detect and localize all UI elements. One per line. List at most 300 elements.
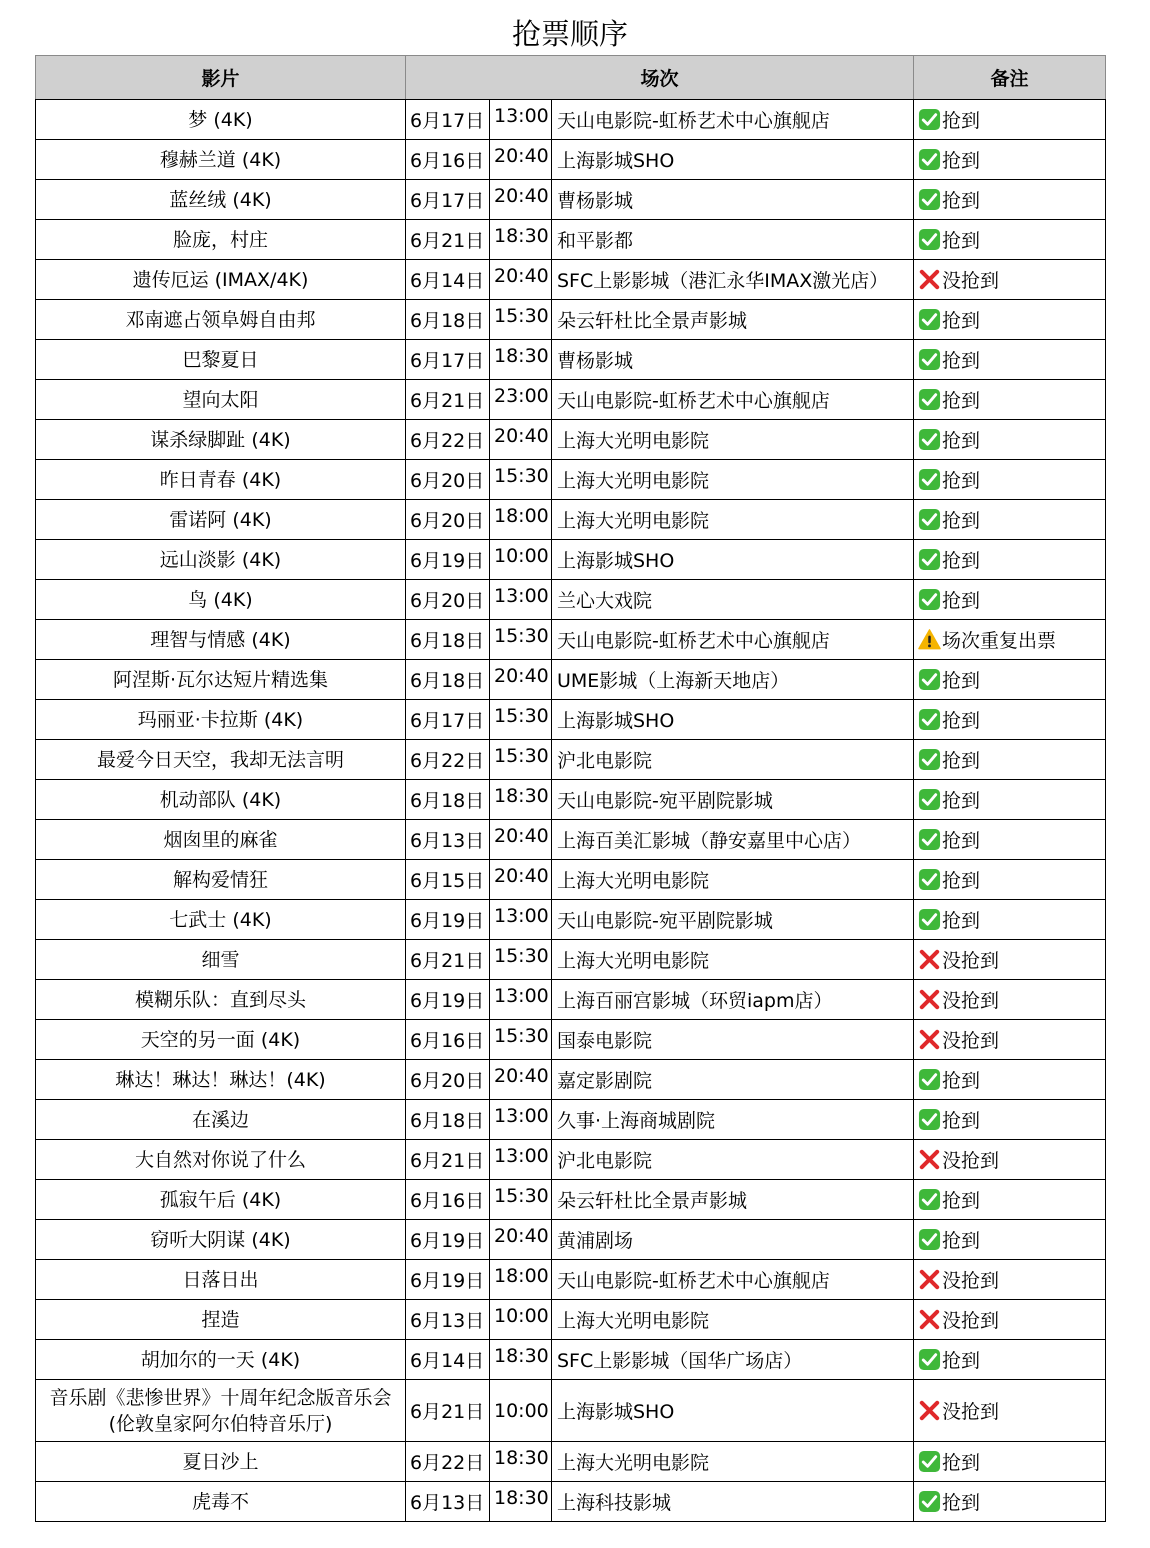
cinema-cell: 上海影城SHO [552, 140, 914, 180]
film-title: 解构爱情狂 [172, 868, 268, 891]
check-mark-icon [918, 788, 941, 811]
table-row [36, 900, 1106, 940]
page-title: 抢票顺序 [511, 17, 628, 51]
check-mark-icon [918, 868, 941, 891]
film-title: 天空的另一面 (4K) [140, 1028, 301, 1051]
time-cell: 20:40 [490, 180, 552, 220]
note-text: 抢到 [942, 910, 981, 932]
date-cell: 6月20日 [406, 460, 490, 500]
cinema-cell: 天山电影院-虹桥艺术中心旗舰店 [552, 100, 914, 140]
note-text: 没抢到 [942, 1150, 1000, 1172]
check-mark-icon [918, 348, 941, 371]
film-title: 琳达！琳达！琳达！(4K) [115, 1068, 326, 1091]
date-cell: 6月13日 [406, 1482, 490, 1522]
film-cell [36, 1482, 406, 1522]
table-row [36, 620, 1106, 660]
date-cell: 6月19日 [406, 1220, 490, 1260]
note-cell [914, 420, 1106, 460]
time-cell: 20:40 [490, 420, 552, 460]
date-cell: 6月13日 [406, 820, 490, 860]
note-cell [914, 1060, 1106, 1100]
film-cell [36, 180, 406, 220]
table-row [36, 460, 1106, 500]
time-cell: 15:30 [490, 740, 552, 780]
film-title: 烟囱里的麻雀 [163, 828, 278, 851]
film-cell [36, 1260, 406, 1300]
time-cell: 15:30 [490, 1020, 552, 1060]
note-text: 没抢到 [942, 950, 1000, 972]
time-cell: 10:00 [490, 1300, 552, 1340]
date-cell: 6月22日 [406, 1442, 490, 1482]
film-cell [36, 780, 406, 820]
time-cell: 20:40 [490, 140, 552, 180]
table-row [36, 500, 1106, 540]
cinema-cell: 上海大光明电影院 [552, 1442, 914, 1482]
table-row [36, 420, 1106, 460]
cinema-cell: 上海影城SHO [552, 1380, 914, 1442]
date-cell: 6月18日 [406, 620, 490, 660]
time-cell: 13:00 [490, 1100, 552, 1140]
cinema-cell: 黄浦剧场 [552, 1220, 914, 1260]
note-cell [914, 1340, 1106, 1380]
table-row [36, 1100, 1106, 1140]
time-cell: 10:00 [490, 540, 552, 580]
film-title: 日落日出 [182, 1268, 259, 1291]
film-title: 望向太阳 [182, 388, 259, 411]
film-title: 昨日青春 (4K) [159, 468, 282, 491]
cross-mark-icon [918, 1308, 941, 1331]
film-cell [36, 900, 406, 940]
table-row [36, 820, 1106, 860]
table-row [36, 1482, 1106, 1522]
check-mark-icon [918, 708, 941, 731]
film-title: 理智与情感 (4K) [150, 628, 291, 651]
cross-mark-icon [918, 1148, 941, 1171]
note-cell [914, 660, 1106, 700]
film-cell [36, 1340, 406, 1380]
cinema-cell: 沪北电影院 [552, 1140, 914, 1180]
note-text: 抢到 [942, 430, 981, 452]
time-cell: 15:30 [490, 460, 552, 500]
date-cell: 6月19日 [406, 980, 490, 1020]
time-cell: 18:00 [490, 500, 552, 540]
cinema-cell: 上海大光明电影院 [552, 460, 914, 500]
column-header-note: 备注 [914, 56, 1106, 100]
check-mark-icon [918, 1108, 941, 1131]
film-cell [36, 860, 406, 900]
note-text: 没抢到 [942, 270, 1000, 292]
film-title: 脸庞，村庄 [172, 228, 268, 251]
note-text: 抢到 [942, 590, 981, 612]
time-cell: 23:00 [490, 380, 552, 420]
film-title: 阿涅斯·瓦尔达短片精选集 [112, 668, 329, 691]
date-cell: 6月14日 [406, 260, 490, 300]
ticket-table [35, 55, 1106, 1522]
cinema-cell: 上海大光明电影院 [552, 860, 914, 900]
table-row [36, 1020, 1106, 1060]
note-text: 抢到 [942, 1190, 981, 1212]
film-title: 谋杀绿脚趾 (4K) [150, 428, 291, 451]
film-title: 玛丽亚·卡拉斯 (4K) [137, 708, 304, 731]
table-row [36, 540, 1106, 580]
note-cell [914, 860, 1106, 900]
table-row [36, 1140, 1106, 1180]
film-cell [36, 1442, 406, 1482]
table-row [36, 180, 1106, 220]
date-cell: 6月21日 [406, 940, 490, 980]
date-cell: 6月14日 [406, 1340, 490, 1380]
date-cell: 6月22日 [406, 740, 490, 780]
check-mark-icon [918, 548, 941, 571]
note-cell [914, 980, 1106, 1020]
table-row [36, 1060, 1106, 1100]
note-text: 抢到 [942, 110, 981, 132]
cinema-cell: SFC上影影城（港汇永华IMAX激光店） [552, 260, 914, 300]
note-text: 抢到 [942, 190, 981, 212]
film-title: 细雪 [201, 948, 240, 971]
cinema-cell: 上海百丽宫影城（环贸iapm店） [552, 980, 914, 1020]
note-cell [914, 540, 1106, 580]
note-cell [914, 1482, 1106, 1522]
cross-mark-icon [918, 988, 941, 1011]
table-row [36, 780, 1106, 820]
date-cell: 6月21日 [406, 380, 490, 420]
cinema-cell: 天山电影院-宛平剧院影城 [552, 780, 914, 820]
check-mark-icon [918, 468, 941, 491]
film-cell [36, 260, 406, 300]
film-title-line2: (伦敦皇家阿尔伯特音乐厅) [108, 1412, 333, 1435]
date-cell: 6月15日 [406, 860, 490, 900]
film-title: 模糊乐队：直到尽头 [134, 988, 306, 1011]
film-title: 机动部队 (4K) [159, 788, 282, 811]
film-title: 远山淡影 (4K) [159, 548, 282, 571]
table-body [36, 100, 1106, 1522]
check-mark-icon [918, 828, 941, 851]
cinema-cell: 上海科技影城 [552, 1482, 914, 1522]
column-header-session: 场次 [406, 56, 914, 100]
film-title: 胡加尔的一天 (4K) [140, 1348, 301, 1371]
note-text: 抢到 [942, 470, 981, 492]
note-text: 抢到 [942, 1110, 981, 1132]
note-text: 抢到 [942, 550, 981, 572]
cinema-cell: SFC上影影城（国华广场店） [552, 1340, 914, 1380]
check-mark-icon [918, 588, 941, 611]
time-cell: 18:30 [490, 780, 552, 820]
cinema-cell: 上海百美汇影城（静安嘉里中心店） [552, 820, 914, 860]
cinema-cell: 上海影城SHO [552, 540, 914, 580]
note-cell [914, 1100, 1106, 1140]
film-cell [36, 620, 406, 660]
time-cell: 20:40 [490, 860, 552, 900]
note-cell [914, 180, 1106, 220]
note-text: 场次重复出票 [942, 630, 1057, 652]
note-cell [914, 1140, 1106, 1180]
note-text: 抢到 [942, 1230, 981, 1252]
note-cell [914, 940, 1106, 980]
check-mark-icon [918, 748, 941, 771]
table-row [36, 860, 1106, 900]
date-cell: 6月19日 [406, 1260, 490, 1300]
film-title: 鸟 (4K) [188, 588, 253, 611]
note-cell [914, 1380, 1106, 1442]
film-cell [36, 1020, 406, 1060]
check-mark-icon [918, 908, 941, 931]
cinema-cell: 天山电影院-虹桥艺术中心旗舰店 [552, 380, 914, 420]
date-cell: 6月16日 [406, 1020, 490, 1060]
cinema-cell: 朵云轩杜比全景声影城 [552, 300, 914, 340]
table-row [36, 1260, 1106, 1300]
check-mark-icon [918, 1228, 941, 1251]
note-cell [914, 700, 1106, 740]
table-row [36, 100, 1106, 140]
note-cell [914, 1260, 1106, 1300]
film-title: 穆赫兰道 (4K) [159, 148, 282, 171]
film-cell [36, 1060, 406, 1100]
note-text: 抢到 [942, 150, 981, 172]
note-text: 没抢到 [942, 1030, 1000, 1052]
time-cell: 13:00 [490, 100, 552, 140]
film-cell [36, 580, 406, 620]
check-mark-icon [918, 508, 941, 531]
table-row [36, 1220, 1106, 1260]
film-title: 巴黎夏日 [182, 348, 259, 371]
check-mark-icon [918, 668, 941, 691]
table-row [36, 260, 1106, 300]
note-text: 抢到 [942, 390, 981, 412]
time-cell: 18:30 [490, 220, 552, 260]
cinema-cell: 和平影都 [552, 220, 914, 260]
table-row [36, 700, 1106, 740]
cinema-cell: 久事·上海商城剧院 [552, 1100, 914, 1140]
time-cell: 13:00 [490, 900, 552, 940]
table-row [36, 1180, 1106, 1220]
cinema-cell: 朵云轩杜比全景声影城 [552, 1180, 914, 1220]
film-cell [36, 1220, 406, 1260]
film-cell [36, 340, 406, 380]
check-mark-icon [918, 108, 941, 131]
film-title: 七武士 (4K) [169, 908, 272, 931]
warning-icon [918, 628, 941, 651]
note-cell [914, 340, 1106, 380]
film-title: 夏日沙上 [182, 1450, 259, 1473]
time-cell: 18:00 [490, 1260, 552, 1300]
time-cell: 15:30 [490, 700, 552, 740]
cinema-cell: 天山电影院-宛平剧院影城 [552, 900, 914, 940]
note-cell [914, 780, 1106, 820]
check-mark-icon [918, 1450, 941, 1473]
date-cell: 6月18日 [406, 1100, 490, 1140]
note-cell [914, 460, 1106, 500]
cinema-cell: 嘉定影剧院 [552, 1060, 914, 1100]
note-cell [914, 580, 1106, 620]
note-cell [914, 820, 1106, 860]
table-row [36, 740, 1106, 780]
film-cell [36, 700, 406, 740]
film-cell [36, 500, 406, 540]
time-cell: 13:00 [490, 980, 552, 1020]
date-cell: 6月21日 [406, 220, 490, 260]
note-cell [914, 220, 1106, 260]
check-mark-icon [918, 188, 941, 211]
note-cell [914, 620, 1106, 660]
date-cell: 6月21日 [406, 1140, 490, 1180]
film-cell [36, 100, 406, 140]
film-cell [36, 420, 406, 460]
note-text: 没抢到 [942, 990, 1000, 1012]
note-text: 抢到 [942, 1350, 981, 1372]
film-title: 孤寂午后 (4K) [159, 1188, 282, 1211]
cross-mark-icon [918, 1399, 941, 1422]
date-cell: 6月16日 [406, 140, 490, 180]
note-cell [914, 380, 1106, 420]
note-text: 抢到 [942, 710, 981, 732]
note-cell [914, 900, 1106, 940]
note-text: 抢到 [942, 310, 981, 332]
cinema-cell: 兰心大戏院 [552, 580, 914, 620]
check-mark-icon [918, 1490, 941, 1513]
note-cell [914, 140, 1106, 180]
note-text: 抢到 [942, 1492, 981, 1514]
note-cell [914, 740, 1106, 780]
note-text: 抢到 [942, 830, 981, 852]
film-title: 梦 (4K) [188, 108, 253, 131]
film-cell [36, 1380, 406, 1442]
table-row [36, 1380, 1106, 1442]
film-cell [36, 980, 406, 1020]
film-cell [36, 1300, 406, 1340]
check-mark-icon [918, 148, 941, 171]
note-cell [914, 1220, 1106, 1260]
date-cell: 6月13日 [406, 1300, 490, 1340]
time-cell: 15:30 [490, 300, 552, 340]
cinema-cell: 天山电影院-虹桥艺术中心旗舰店 [552, 1260, 914, 1300]
note-text: 没抢到 [942, 1310, 1000, 1332]
film-title: 窃听大阴谋 (4K) [150, 1228, 291, 1251]
note-cell [914, 260, 1106, 300]
cinema-cell: 曹杨影城 [552, 340, 914, 380]
date-cell: 6月16日 [406, 1180, 490, 1220]
film-cell [36, 220, 406, 260]
note-cell [914, 1180, 1106, 1220]
time-cell: 13:00 [490, 580, 552, 620]
cinema-cell: 上海大光明电影院 [552, 1300, 914, 1340]
film-title: 最爱今日天空，我却无法言明 [96, 748, 344, 771]
table-row [36, 1300, 1106, 1340]
cinema-cell: 上海大光明电影院 [552, 940, 914, 980]
note-cell [914, 500, 1106, 540]
table-row [36, 580, 1106, 620]
cross-mark-icon [918, 1028, 941, 1051]
cinema-cell: 上海大光明电影院 [552, 420, 914, 460]
note-text: 没抢到 [942, 1401, 1000, 1423]
note-cell [914, 100, 1106, 140]
note-text: 抢到 [942, 510, 981, 532]
cinema-cell: 上海大光明电影院 [552, 500, 914, 540]
table-row [36, 380, 1106, 420]
film-title: 雷诺阿 (4K) [169, 508, 272, 531]
note-text: 抢到 [942, 1452, 981, 1474]
date-cell: 6月19日 [406, 540, 490, 580]
time-cell: 18:30 [490, 1482, 552, 1522]
column-header-film: 影片 [36, 56, 406, 100]
time-cell: 20:40 [490, 820, 552, 860]
film-cell [36, 1140, 406, 1180]
check-mark-icon [918, 388, 941, 411]
film-cell [36, 940, 406, 980]
date-cell: 6月17日 [406, 100, 490, 140]
check-mark-icon [918, 228, 941, 251]
film-cell [36, 1180, 406, 1220]
table-row [36, 1442, 1106, 1482]
date-cell: 6月18日 [406, 660, 490, 700]
table-row [36, 140, 1106, 180]
film-cell [36, 540, 406, 580]
film-title: 音乐剧《悲惨世界》十周年纪念版音乐会 [49, 1386, 392, 1409]
time-cell: 15:30 [490, 620, 552, 660]
cinema-cell: 曹杨影城 [552, 180, 914, 220]
date-cell: 6月17日 [406, 700, 490, 740]
film-cell [36, 1100, 406, 1140]
time-cell: 20:40 [490, 260, 552, 300]
table-header-row [36, 56, 1106, 100]
table-row [36, 660, 1106, 700]
time-cell: 15:30 [490, 1180, 552, 1220]
table-row [36, 300, 1106, 340]
time-cell: 18:30 [490, 340, 552, 380]
note-text: 没抢到 [942, 1270, 1000, 1292]
date-cell: 6月18日 [406, 300, 490, 340]
date-cell: 6月20日 [406, 580, 490, 620]
film-title: 大自然对你说了什么 [134, 1148, 306, 1171]
table-row [36, 980, 1106, 1020]
date-cell: 6月22日 [406, 420, 490, 460]
film-title: 邓南遮占领阜姆自由邦 [125, 308, 316, 331]
note-text: 抢到 [942, 750, 981, 772]
check-mark-icon [918, 1348, 941, 1371]
film-cell [36, 140, 406, 180]
film-title: 遗传厄运 (IMAX/4K) [132, 268, 309, 291]
film-cell [36, 380, 406, 420]
cinema-cell: 天山电影院-虹桥艺术中心旗舰店 [552, 620, 914, 660]
time-cell: 20:40 [490, 1220, 552, 1260]
note-text: 抢到 [942, 790, 981, 812]
time-cell: 15:30 [490, 940, 552, 980]
note-cell [914, 1300, 1106, 1340]
check-mark-icon [918, 1068, 941, 1091]
note-text: 抢到 [942, 1070, 981, 1092]
time-cell: 13:00 [490, 1140, 552, 1180]
check-mark-icon [918, 1188, 941, 1211]
note-text: 抢到 [942, 870, 981, 892]
cross-mark-icon [918, 1268, 941, 1291]
film-title: 虎毒不 [191, 1490, 249, 1513]
cinema-cell: UME影城（上海新天地店） [552, 660, 914, 700]
table-row [36, 220, 1106, 260]
note-text: 抢到 [942, 670, 981, 692]
date-cell: 6月17日 [406, 340, 490, 380]
time-cell: 18:30 [490, 1442, 552, 1482]
cross-mark-icon [918, 948, 941, 971]
date-cell: 6月19日 [406, 900, 490, 940]
film-cell [36, 660, 406, 700]
film-cell [36, 820, 406, 860]
note-cell [914, 300, 1106, 340]
table-row [36, 340, 1106, 380]
cross-mark-icon [918, 268, 941, 291]
time-cell: 20:40 [490, 660, 552, 700]
cinema-cell: 沪北电影院 [552, 740, 914, 780]
date-cell: 6月21日 [406, 1380, 490, 1442]
